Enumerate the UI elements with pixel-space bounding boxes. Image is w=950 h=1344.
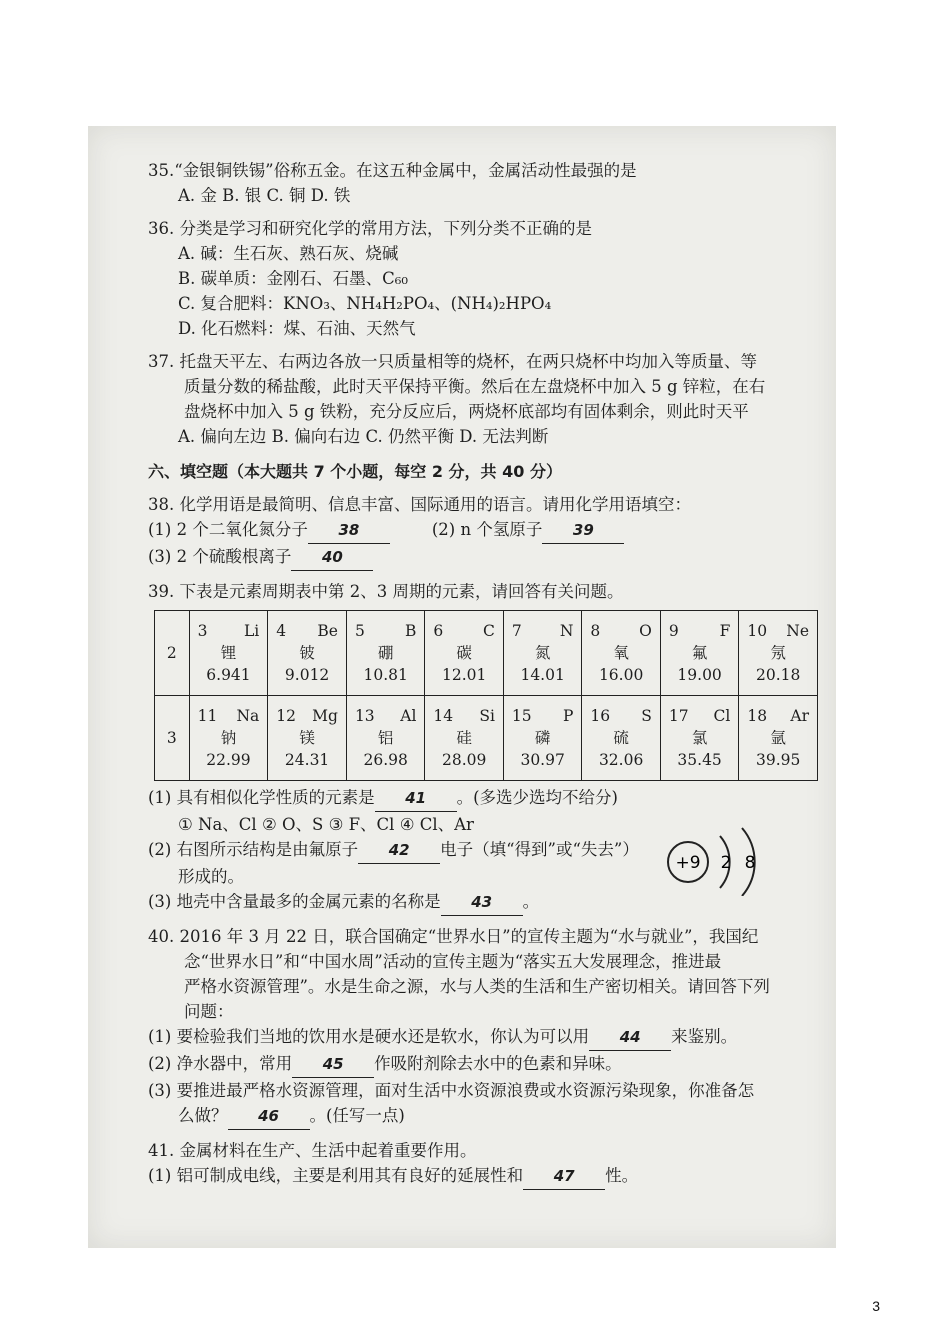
element-number-symbol xyxy=(429,620,498,642)
atomic-number: 4 xyxy=(276,622,287,640)
q39-part3-tail: 。 xyxy=(522,892,540,911)
atomic-number: 16 xyxy=(590,707,611,725)
exam-content xyxy=(148,150,818,1190)
element-cell xyxy=(425,696,503,781)
shell-1-electrons: 2 xyxy=(720,853,732,873)
atomic-number: 12 xyxy=(276,707,297,725)
atomic-mass: 32.06 xyxy=(598,751,644,769)
atomic-mass: 24.31 xyxy=(284,751,330,769)
element-chinese-name: 镁 xyxy=(299,729,315,747)
element-chinese-name: 铍 xyxy=(299,644,315,662)
period-row xyxy=(155,696,818,781)
atomic-number: 3 xyxy=(197,622,208,640)
q38-part1-label: (1) 2 个二氧化氮分子 xyxy=(148,520,308,539)
element-chinese-name: 铝 xyxy=(377,729,394,747)
atomic-number: 8 xyxy=(590,622,601,640)
atomic-mass: 14.01 xyxy=(520,666,565,684)
blank-41[interactable]: 41 xyxy=(375,786,457,812)
element-number-symbol xyxy=(508,705,577,727)
atomic-number: 17 xyxy=(668,707,689,725)
element-chinese-name: 氩 xyxy=(770,729,786,747)
element-number-symbol xyxy=(429,705,498,727)
q40-part1 xyxy=(148,1024,818,1051)
element-cell xyxy=(739,611,818,696)
element-number-symbol xyxy=(743,705,813,727)
q36-stem: 36. 分类是学习和研究化学的常用方法，下列分类不正确的是 xyxy=(148,219,592,238)
element-symbol: Al xyxy=(400,707,417,725)
element-cell xyxy=(268,611,347,696)
atomic-mass: 22.99 xyxy=(206,751,251,769)
atomic-mass: 28.09 xyxy=(441,751,487,769)
period-row xyxy=(155,611,818,696)
element-number-symbol xyxy=(272,705,342,727)
element-cell xyxy=(346,696,424,781)
q39-part2-tail: 电子（填“得到”或“失去”） xyxy=(440,840,639,859)
element-symbol: Ar xyxy=(790,707,809,725)
q40-line2: 念“世界水日”和“中国水周”活动的宣传主题为“落实五大发展理念，推进最 xyxy=(184,952,722,971)
element-chinese-name: 硅 xyxy=(456,729,472,747)
element-cell xyxy=(268,696,347,781)
q35-options: A. 金 B. 银 C. 铜 D. 铁 xyxy=(178,186,351,205)
atomic-mass: 9.012 xyxy=(284,666,330,684)
atomic-number: 18 xyxy=(747,707,768,725)
q37-line3: 盘烧杯中加入 5 g 铁粉，充分反应后，两烧杯底部均有固体剩余，则此时天平 xyxy=(184,402,749,421)
element-chinese-name: 氯 xyxy=(691,729,708,747)
q36-option-c: C. 复合肥料：KNO₃、NH₄H₂PO₄、(NH₄)₂HPO₄ xyxy=(178,294,552,313)
element-number-symbol xyxy=(665,620,734,642)
q40-line4: 问题： xyxy=(184,1002,234,1021)
element-chinese-name: 氟 xyxy=(691,644,708,662)
element-chinese-name: 氖 xyxy=(770,644,786,662)
q38-part3-label: (3) 2 个硫酸根离子 xyxy=(148,547,292,566)
q40-part1-tail: 来鉴别。 xyxy=(671,1027,738,1046)
element-symbol: Na xyxy=(236,707,260,725)
q41-part1-tail: 性。 xyxy=(605,1166,639,1185)
element-symbol: Si xyxy=(479,707,495,725)
element-number-symbol xyxy=(508,620,577,642)
q36-option-a: A. 碱：生石灰、熟石灰、烧碱 xyxy=(178,244,399,263)
q40-part2 xyxy=(148,1051,818,1078)
q38-part2-label: (2) n 个氢原子 xyxy=(431,520,543,539)
element-symbol: C xyxy=(483,622,495,640)
element-cell xyxy=(660,611,738,696)
q40-part3-line2 xyxy=(148,1103,818,1130)
atomic-number: 14 xyxy=(433,707,454,725)
element-cell xyxy=(660,696,738,781)
blank-47[interactable]: 47 xyxy=(523,1164,605,1190)
blank-45[interactable]: 45 xyxy=(292,1052,374,1078)
element-symbol: Li xyxy=(244,622,260,640)
atomic-mass: 30.97 xyxy=(520,751,565,769)
q36-option-b: B. 碳单质：金刚石、石墨、C₆₀ xyxy=(178,269,408,288)
element-symbol: N xyxy=(559,622,574,640)
q38-part3 xyxy=(148,544,818,571)
element-chinese-name: 钠 xyxy=(220,729,237,747)
q41-stem: 41. 金属材料在生产、生活中起着重要作用。 xyxy=(148,1141,477,1160)
blank-44[interactable]: 44 xyxy=(589,1025,671,1051)
atomic-mass: 39.95 xyxy=(755,751,801,769)
q40-line1: 40. 2016 年 3 月 22 日，联合国确定“世界水日”的宣传主题为“水与就业”，我国纪 xyxy=(148,927,759,946)
atomic-mass: 12.01 xyxy=(441,666,487,684)
period-number: 2 xyxy=(155,611,190,696)
page-number: 3 xyxy=(872,1298,880,1314)
atomic-number: 6 xyxy=(433,622,444,640)
blank-39[interactable]: 39 xyxy=(542,518,624,544)
element-symbol: S xyxy=(641,707,652,725)
element-cell xyxy=(189,611,268,696)
atomic-mass: 10.81 xyxy=(363,666,408,684)
q40-part3: (3) 要推进最严格水资源管理，面对生活中水资源浪费或水资源污染现象，你准备怎 xyxy=(148,1081,755,1100)
blank-43[interactable]: 43 xyxy=(441,890,523,916)
atomic-number: 15 xyxy=(511,707,532,725)
q38-stem: 38. 化学用语是最简明、信息丰富、国际通用的语言。请用化学用语填空： xyxy=(148,495,691,514)
q37-line2: 质量分数的稀盐酸，此时天平保持平衡。然后在左盘烧杯中加入 5 g 锌粒，在右 xyxy=(184,377,766,396)
q40-part2-tail: 作吸附剂除去水中的色素和异味。 xyxy=(374,1054,622,1073)
element-chinese-name: 氧 xyxy=(613,644,629,662)
element-number-symbol xyxy=(586,705,655,727)
element-cell xyxy=(582,611,660,696)
blank-42[interactable]: 42 xyxy=(358,838,440,864)
q39-stem: 39. 下表是元素周期表中第 2、3 周期的元素，请回答有关问题。 xyxy=(148,582,624,601)
q39-part2-line2: 形成的。 xyxy=(178,867,244,886)
q39-part3-label: (3) 地壳中含量最多的金属元素的名称是 xyxy=(148,892,441,911)
element-number-symbol xyxy=(272,620,342,642)
element-number-symbol xyxy=(194,620,264,642)
atomic-number: 9 xyxy=(668,622,679,640)
element-symbol: Cl xyxy=(713,707,731,725)
q39-part1-tail: 。(多选少选均不给分) xyxy=(456,788,618,807)
element-cell xyxy=(582,696,660,781)
element-symbol: Be xyxy=(317,622,338,640)
element-chinese-name: 硫 xyxy=(613,729,629,747)
section-6-heading: 六、填空题（本大题共 7 个小题，每空 2 分，共 40 分） xyxy=(148,462,562,481)
period-number: 3 xyxy=(155,696,190,781)
element-symbol: B xyxy=(405,622,417,640)
q35-stem: 35.“金银铜铁锡”俗称五金。在这五种金属中，金属活动性最强的是 xyxy=(148,161,637,180)
q41-part1-label: (1) 铝可制成电线，主要是利用其有良好的延展性和 xyxy=(148,1166,524,1185)
element-chinese-name: 硼 xyxy=(377,644,394,662)
element-chinese-name: 磷 xyxy=(534,729,551,747)
blank-40[interactable]: 40 xyxy=(291,545,373,571)
atomic-number: 5 xyxy=(354,622,365,640)
element-cell xyxy=(739,696,818,781)
element-cell xyxy=(503,611,581,696)
element-number-symbol xyxy=(586,620,655,642)
q39-part1-label: (1) 具有相似化学性质的元素是 xyxy=(148,788,375,807)
element-cell xyxy=(503,696,581,781)
q40-line3: 严格水资源管理”。水是生命之源，水与人类的生活和生产密切相关。请回答下列 xyxy=(184,977,770,996)
element-number-symbol xyxy=(351,620,420,642)
blank-38[interactable]: 38 xyxy=(308,518,390,544)
element-chinese-name: 锂 xyxy=(220,644,237,662)
q37-line1: 37. 托盘天平左、右两边各放一只质量相等的烧杯，在两只烧杯中均加入等质量、等 xyxy=(148,352,757,371)
blank-46[interactable]: 46 xyxy=(228,1104,310,1130)
element-symbol: O xyxy=(639,622,652,640)
q41-part1 xyxy=(148,1163,818,1190)
q39-part2-label: (2) 右图所示结构是由氟原子 xyxy=(148,840,359,859)
atomic-mass: 6.941 xyxy=(206,666,251,684)
element-number-symbol xyxy=(665,705,734,727)
element-chinese-name: 碳 xyxy=(456,644,472,662)
q40-part1-label: (1) 要检验我们当地的饮用水是硬水还是软水，你认为可以用 xyxy=(148,1027,590,1046)
q37-options: A. 偏向左边 B. 偏向右边 C. 仍然平衡 D. 无法判断 xyxy=(178,427,549,446)
q39-part1 xyxy=(148,785,818,812)
atomic-number: 11 xyxy=(197,707,218,725)
fluoride-ion-structure-diagram xyxy=(658,822,798,896)
element-cell xyxy=(425,611,503,696)
periodic-table xyxy=(154,610,818,781)
element-symbol: Mg xyxy=(312,707,338,725)
element-number-symbol xyxy=(194,705,264,727)
element-number-symbol xyxy=(351,705,420,727)
atomic-mass: 16.00 xyxy=(598,666,644,684)
atomic-number: 7 xyxy=(511,622,522,640)
q40-part2-label: (2) 净水器中，常用 xyxy=(148,1054,293,1073)
atomic-number: 13 xyxy=(354,707,375,725)
atomic-number: 10 xyxy=(747,622,768,640)
element-symbol: P xyxy=(562,707,574,725)
atomic-mass: 26.98 xyxy=(363,751,408,769)
element-cell xyxy=(346,611,424,696)
q40-part3-tail: 。(任写一点) xyxy=(309,1106,405,1125)
atomic-mass: 35.45 xyxy=(677,751,722,769)
element-cell xyxy=(189,696,268,781)
q38-parts-1-2 xyxy=(148,517,818,544)
shell-2-electrons: 8 xyxy=(744,853,756,873)
atomic-mass: 20.18 xyxy=(755,666,801,684)
element-symbol: Ne xyxy=(786,622,809,640)
element-number-symbol xyxy=(743,620,813,642)
element-symbol: F xyxy=(719,622,731,640)
element-chinese-name: 氮 xyxy=(534,644,551,662)
q40-part3-label: 么做？ xyxy=(178,1106,228,1125)
q36-option-d: D. 化石燃料：煤、石油、天然气 xyxy=(178,319,416,338)
q39-part1-options: ① Na、Cl ② O、S ③ F、Cl ④ Cl、Ar xyxy=(178,815,474,834)
atomic-mass: 19.00 xyxy=(677,666,722,684)
nucleus-charge: +9 xyxy=(675,853,701,873)
